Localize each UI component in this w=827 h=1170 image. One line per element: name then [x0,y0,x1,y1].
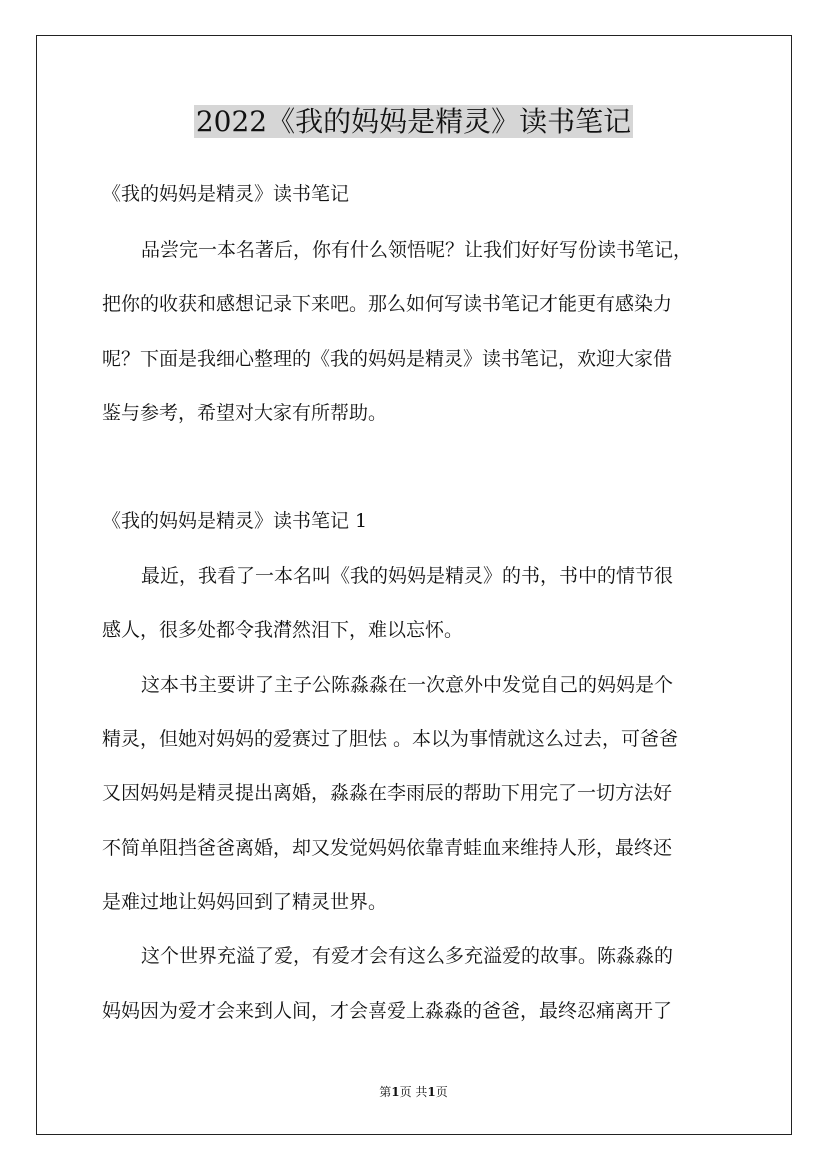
paragraph-line: 最近，我看了一本名叫《我的妈妈是精灵》的书，书中的情节很 [141,565,674,587]
paragraph-line: 又因妈妈是精灵提出离婚，淼淼在李雨辰的帮助下用完了一切方法好 [102,782,673,804]
footer-page-prefix: 第 [379,1085,392,1099]
paragraph-line: 鉴与参考，希望对大家有所帮助。 [102,402,388,424]
paragraph-line: 这本书主要讲了主子公陈淼淼在一次意外中发觉自己的妈妈是个 [141,674,674,696]
paragraph-line: 是难过地让妈妈回到了精灵世界。 [102,891,388,913]
paragraph-line: 不简单阻挡爸爸离婚，却又发觉妈妈依靠青蛙血来维持人形，最终还 [102,837,673,859]
paragraph-line: 这个世界充溢了爱，有爱才会有这么多充溢爱的故事。陈淼淼的 [141,945,674,967]
paragraph-line: 精灵，但她对妈妈的爱赛过了胆怯 。本以为事情就这么过去，可爸爸 [102,728,679,750]
paragraph-line: 品尝完一本名著后，你有什么领悟呢？让我们好好写份读书笔记， [141,239,693,261]
footer-page-suffix: 页 [435,1085,448,1099]
paragraph-line: 妈妈因为爱才会来到人间，才会喜爱上淼淼的爸爸，最终忍痛离开了 [102,1000,673,1022]
paragraph-line: 把你的收获和感想记录下来吧。那么如何写读书笔记才能更有感染力 [102,293,673,315]
paragraph-line: 呢？下面是我细心整理的《我的妈妈是精灵》读书笔记，欢迎大家借 [102,348,673,370]
section-heading: 《我的妈妈是精灵》读书笔记 1 [102,510,368,532]
document-title [0,100,827,144]
section-heading: 《我的妈妈是精灵》读书笔记 [102,183,350,205]
footer-page-current: 1 [391,1085,400,1099]
footer-page-mid: 页 共 [399,1085,428,1099]
footer-page-total: 1 [427,1085,436,1099]
page-footer [0,1084,827,1100]
document-title-text: 2022《我的妈妈是精灵》读书笔记 [195,105,632,138]
paragraph-line: 感人，很多处都令我潸然泪下，难以忘怀。 [102,619,464,641]
